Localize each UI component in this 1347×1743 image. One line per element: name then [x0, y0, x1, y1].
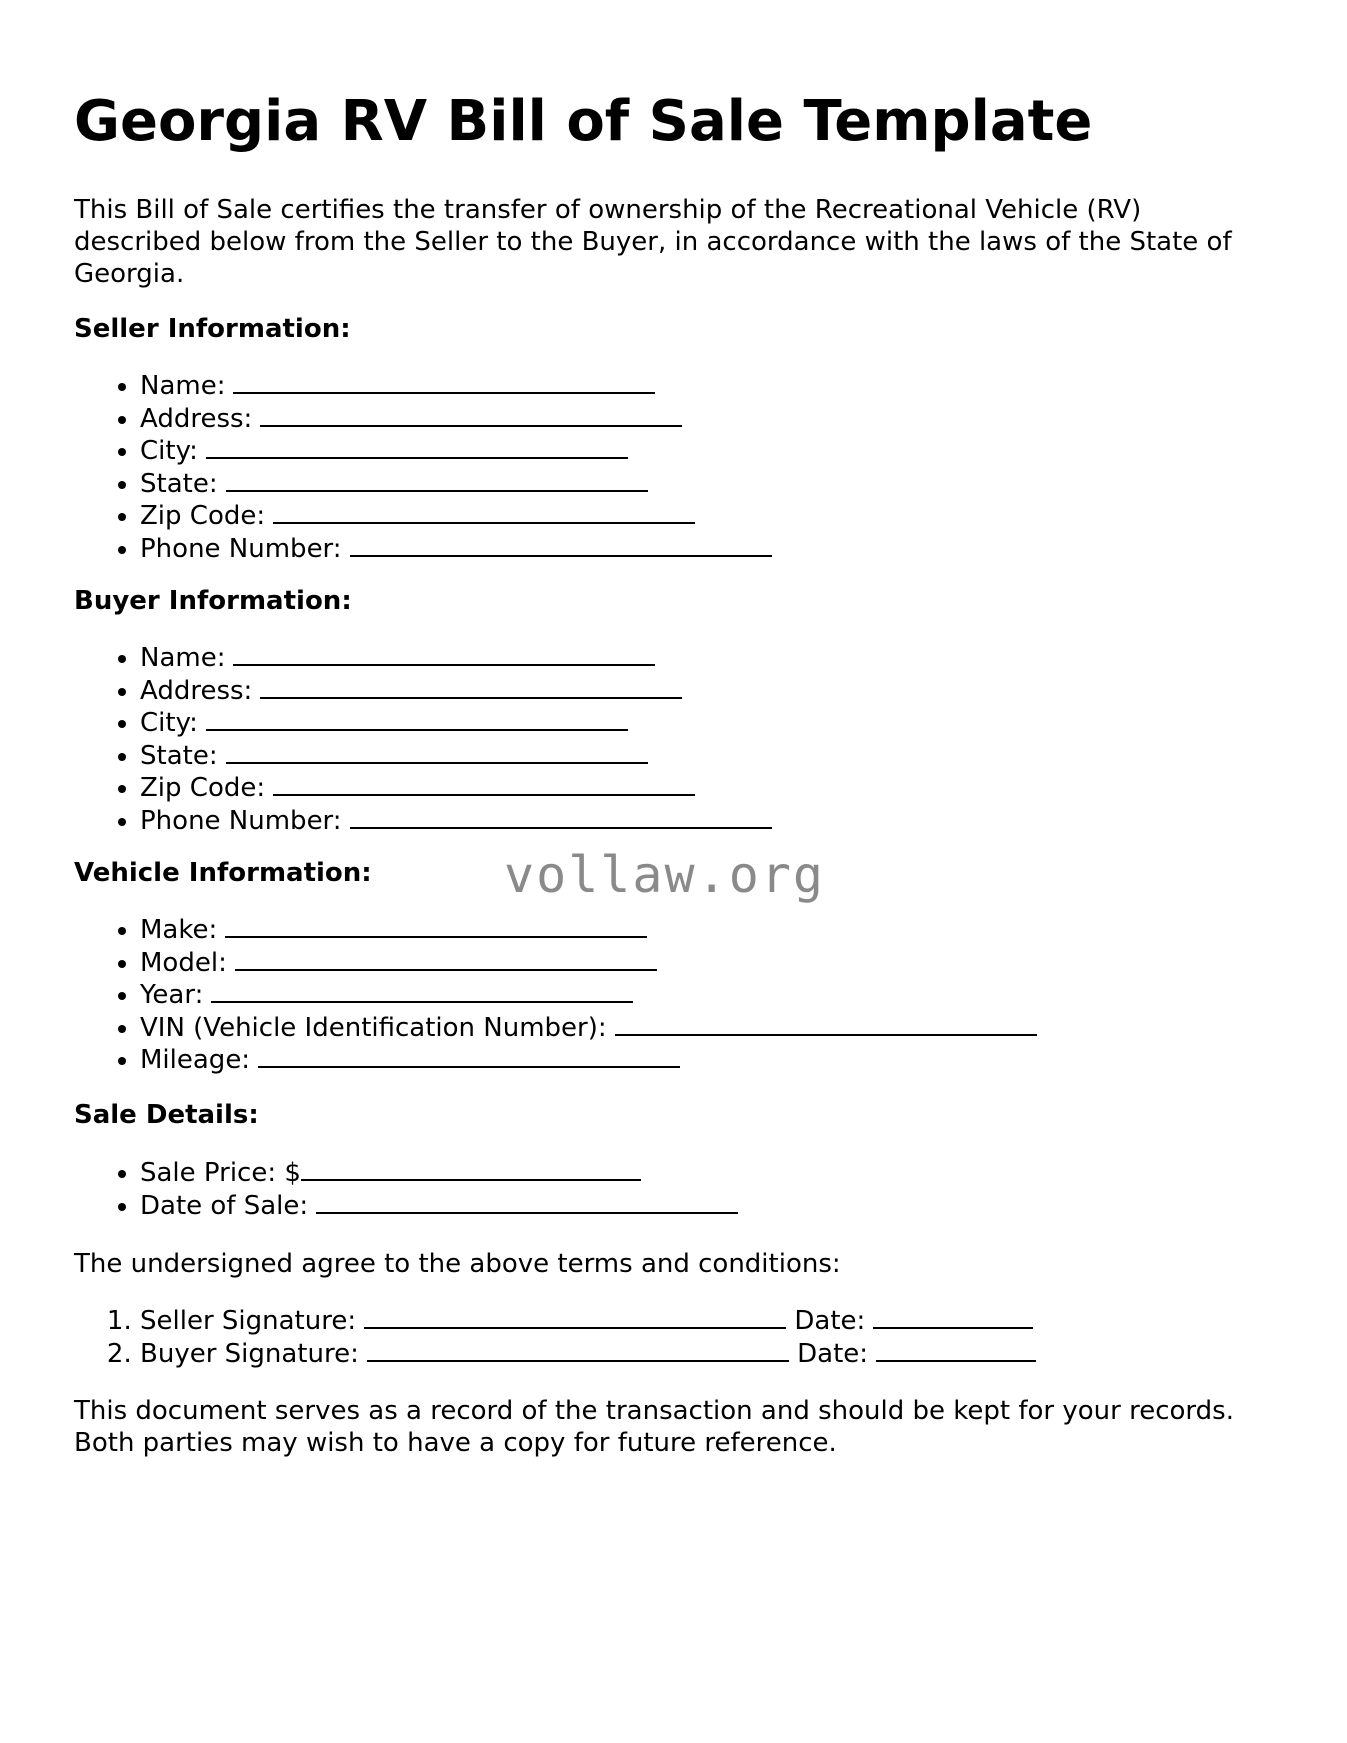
field-label: Phone Number: — [140, 805, 342, 836]
field-label: City: — [140, 436, 198, 466]
vehicle-year-field — [140, 979, 1037, 1012]
buyer-city-field — [140, 707, 772, 740]
blank-line — [233, 370, 655, 394]
buyer-phone-field — [140, 805, 772, 838]
seller-heading: Seller Information: — [74, 314, 351, 344]
blank-line — [316, 1190, 738, 1214]
seller-state-field — [140, 468, 772, 501]
field-label: Date of Sale: — [140, 1190, 309, 1221]
field-label: Mileage: — [140, 1045, 251, 1075]
blank-line — [225, 914, 647, 938]
blank-line — [226, 740, 648, 764]
field-label: VIN (Vehicle Identification Number): — [140, 1012, 607, 1043]
blank-line — [260, 403, 682, 427]
sale-price-field — [140, 1157, 738, 1190]
watermark-text: vollaw.org — [504, 846, 826, 904]
field-label: Zip Code: — [140, 773, 266, 803]
date-label: Date: — [797, 1338, 869, 1369]
intro-paragraph: This Bill of Sale certifies the transfer of ownership of the Recreational Vehicle (RV) described below from the Seller to the Buyer, in accordance with the laws of the State of Georgia. — [74, 195, 1232, 289]
date-label: Date: — [794, 1306, 866, 1336]
blank-line — [350, 533, 772, 557]
field-label: Zip Code: — [140, 501, 266, 531]
signature-label: Seller Signature: — [140, 1306, 357, 1336]
blank-line — [260, 675, 682, 699]
blank-line — [206, 435, 628, 459]
blank-line — [876, 1338, 1036, 1362]
seller-city-field — [140, 435, 772, 468]
field-label: Address: — [140, 675, 253, 706]
sale-heading: Sale Details: — [74, 1100, 259, 1130]
seller-zip-field — [140, 500, 772, 533]
buyer-name-field — [140, 642, 772, 675]
blank-line — [301, 1157, 641, 1181]
seller-signature-line — [140, 1305, 1036, 1338]
blank-line — [273, 772, 695, 796]
blank-line — [350, 805, 772, 829]
vehicle-fields — [74, 914, 1037, 1077]
seller-name-field — [140, 370, 772, 403]
vehicle-make-field — [140, 914, 1037, 947]
blank-line — [615, 1012, 1037, 1036]
field-label: Address: — [140, 403, 253, 434]
blank-line — [206, 707, 628, 731]
buyer-fields — [74, 642, 772, 837]
signature-list — [74, 1305, 1036, 1370]
field-label: City: — [140, 708, 198, 738]
seller-fields — [74, 370, 772, 565]
field-label: Make: — [140, 915, 218, 945]
field-label: Year: — [140, 980, 204, 1010]
vehicle-mileage-field — [140, 1044, 1037, 1077]
blank-line — [211, 979, 633, 1003]
buyer-zip-field — [140, 772, 772, 805]
buyer-heading: Buyer Information: — [74, 586, 352, 616]
buyer-state-field — [140, 740, 772, 773]
closing-paragraph: This document serves as a record of the transaction and should be kept for your records. Both parties may wish to have a copy for future reference. — [74, 1396, 1234, 1458]
signature-label: Buyer Signature: — [140, 1338, 359, 1369]
field-label: State: — [140, 468, 218, 499]
blank-line — [258, 1044, 680, 1068]
seller-address-field — [140, 403, 772, 436]
buyer-signature-line — [140, 1338, 1036, 1371]
seller-phone-field — [140, 533, 772, 566]
blank-line — [226, 468, 648, 492]
field-label: Sale Price: $ — [140, 1158, 301, 1188]
field-label: Model: — [140, 947, 227, 978]
blank-line — [273, 500, 695, 524]
vehicle-heading: Vehicle Information: — [74, 858, 372, 888]
sale-fields — [74, 1157, 738, 1222]
blank-line — [873, 1305, 1033, 1329]
document-title: Georgia RV Bill of Sale Template — [74, 89, 1093, 154]
vehicle-model-field — [140, 947, 1037, 980]
field-label: Name: — [140, 643, 226, 673]
buyer-address-field — [140, 675, 772, 708]
blank-line — [367, 1338, 789, 1362]
field-label: Phone Number: — [140, 533, 342, 564]
sale-date-field — [140, 1190, 738, 1223]
vehicle-vin-field — [140, 1012, 1037, 1045]
field-label: State: — [140, 740, 218, 771]
blank-line — [233, 642, 655, 666]
field-label: Name: — [140, 371, 226, 401]
blank-line — [364, 1305, 786, 1329]
blank-line — [235, 947, 657, 971]
agreement-text: The undersigned agree to the above terms and conditions: — [74, 1249, 841, 1279]
